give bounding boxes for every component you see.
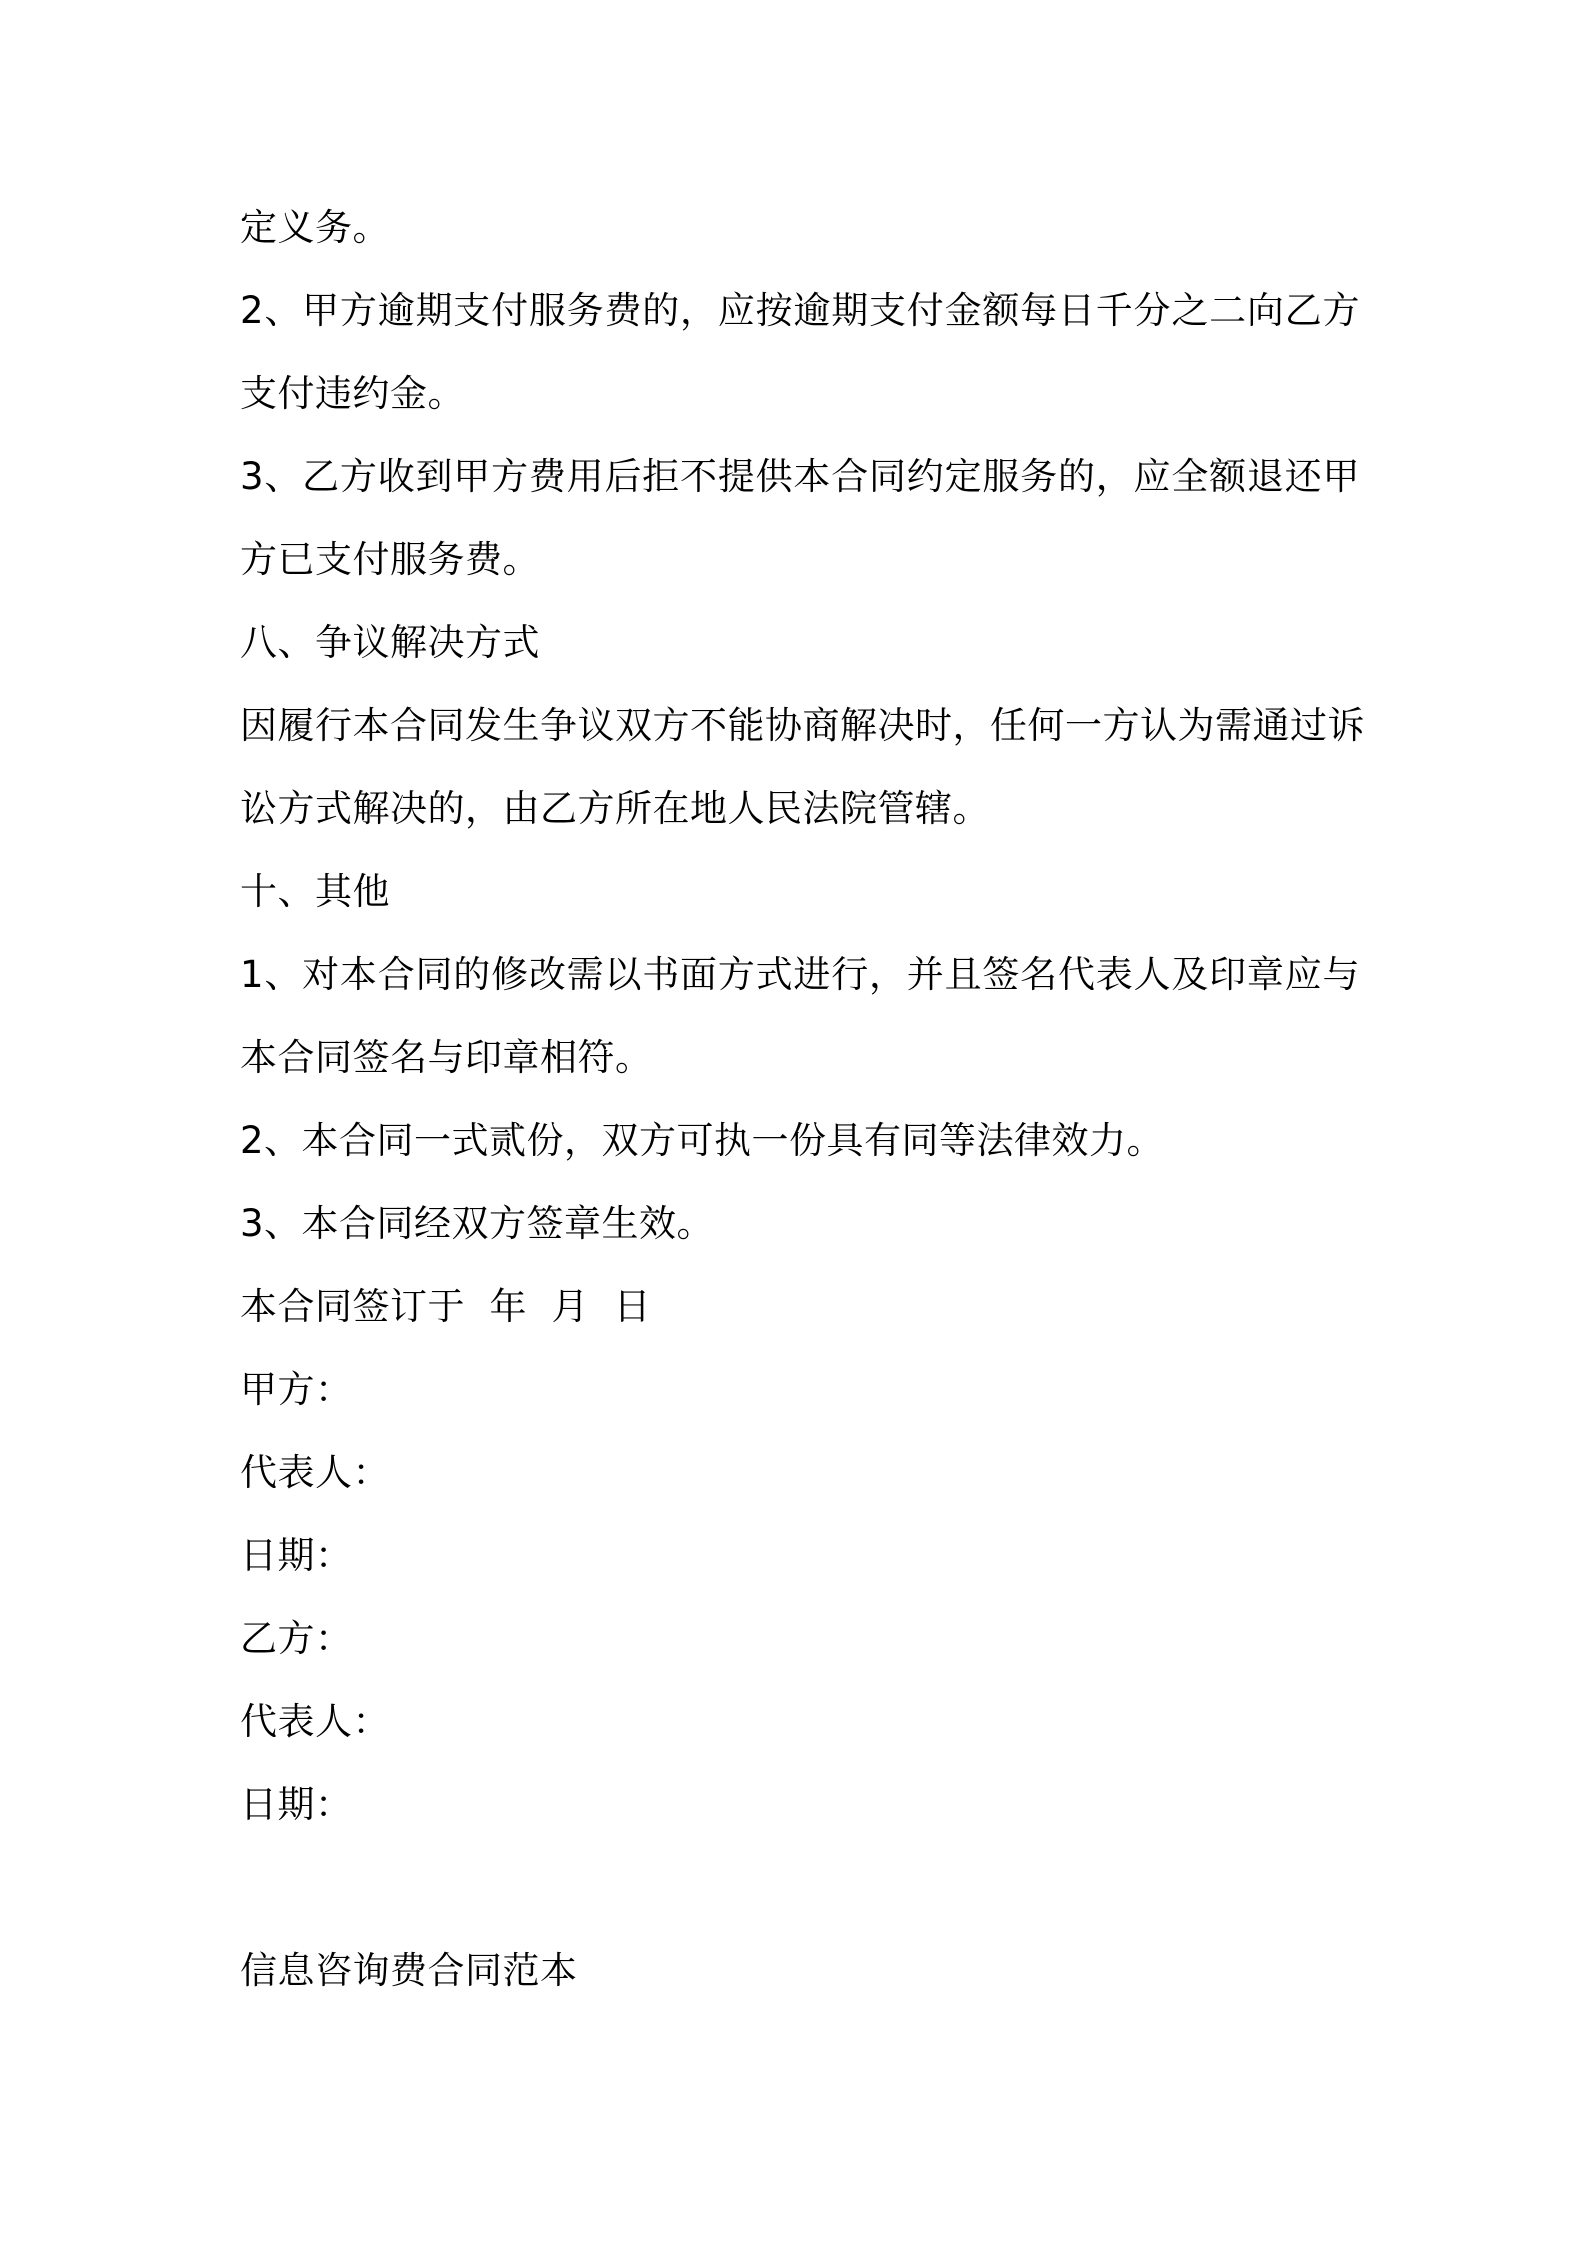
section-8-heading: 八、争议解决方式 bbox=[240, 621, 540, 664]
party-b-date-label: 日期： bbox=[240, 1783, 353, 1826]
clause-7-2-line-2: 支付违约金。 bbox=[240, 372, 465, 415]
next-document-title: 信息咨询费合同范本 bbox=[240, 1949, 578, 1992]
section-8-body-line-1: 因履行本合同发生争议双方不能协商解决时，任何一方认为需通过诉 bbox=[240, 704, 1365, 747]
clause-10-2: 2、本合同一式贰份，双方可执一份具有同等法律效力。 bbox=[240, 1119, 1165, 1162]
clause-7-3-line-1: 3、乙方收到甲方费用后拒不提供本合同约定服务的，应全额退还甲 bbox=[240, 455, 1360, 498]
party-a-representative-label: 代表人： bbox=[240, 1451, 390, 1494]
signing-date: 本合同签订于 年 月 日 bbox=[240, 1285, 652, 1328]
clause-7-3-line-2: 方已支付服务费。 bbox=[240, 538, 540, 581]
party-a-date-label: 日期： bbox=[240, 1534, 353, 1577]
clause-10-1-line-1: 1、对本合同的修改需以书面方式进行，并且签名代表人及印章应与 bbox=[240, 953, 1360, 996]
party-b-representative-label: 代表人： bbox=[240, 1700, 390, 1743]
clause-10-1-line-2: 本合同签名与印章相符。 bbox=[240, 1036, 653, 1079]
section-10-heading: 十、其他 bbox=[240, 870, 390, 913]
party-b-label: 乙方： bbox=[240, 1617, 353, 1660]
clause-7-1-continuation: 定义务。 bbox=[240, 206, 390, 249]
section-8-body-line-2: 讼方式解决的，由乙方所在地人民法院管辖。 bbox=[240, 787, 990, 830]
clause-7-2-line-1: 2、甲方逾期支付服务费的，应按逾期支付金额每日千分之二向乙方 bbox=[240, 289, 1360, 332]
party-a-label: 甲方： bbox=[240, 1368, 353, 1411]
clause-10-3: 3、本合同经双方签章生效。 bbox=[240, 1202, 715, 1245]
